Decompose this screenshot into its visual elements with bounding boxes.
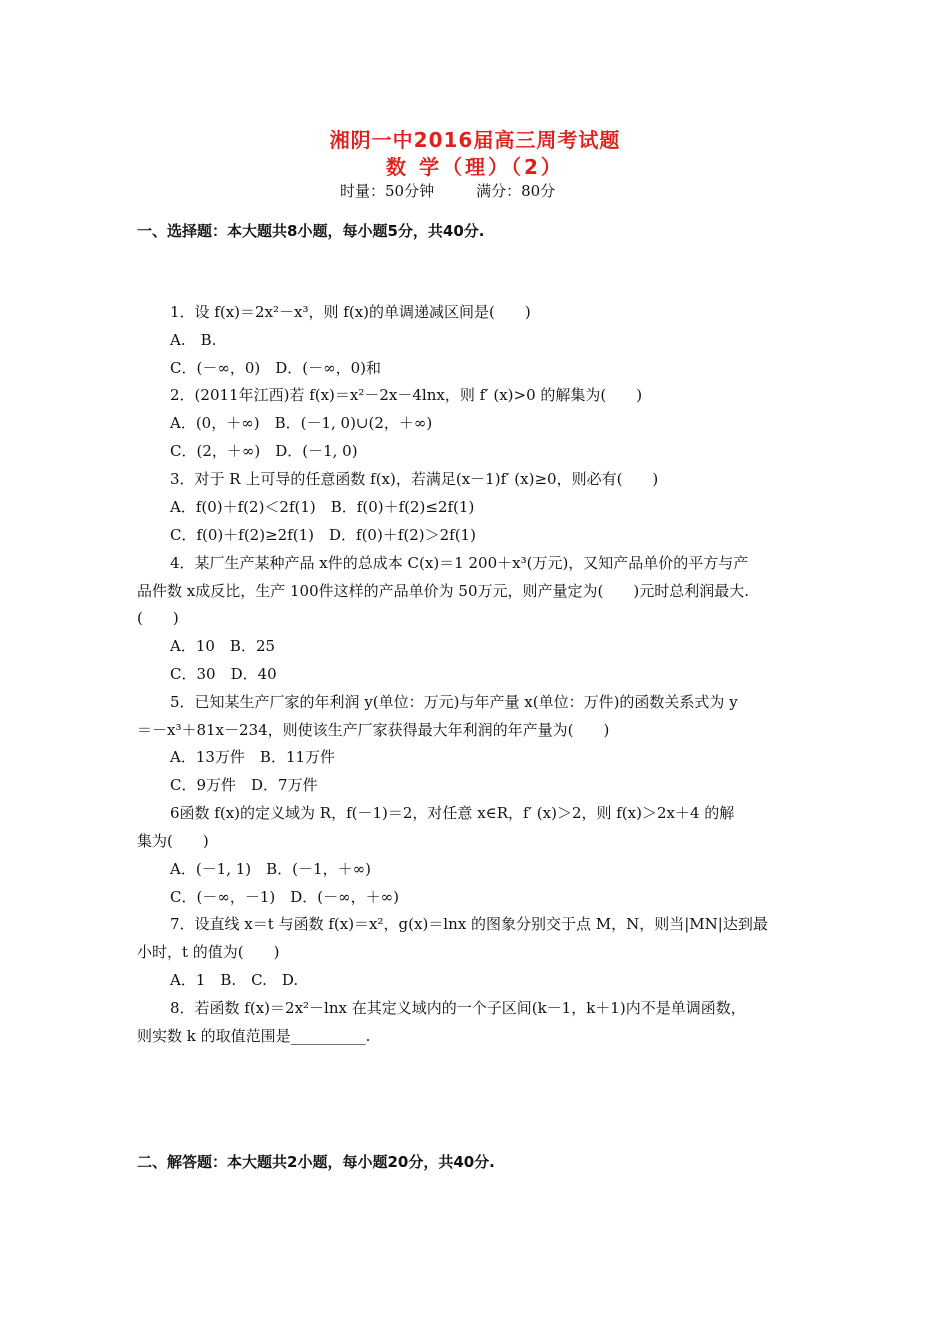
question-8-line-1: 8．若函数 f(x)＝2x²－lnx 在其定义域内的一个子区间(k－1，k＋1)内不是单调函数， — [170, 999, 746, 1017]
question-4-line-1: 4．某厂生产某种产品 x件的总成本 C(x)＝1 200＋x³(万元)，又知产品单价的平方与产 — [170, 554, 749, 572]
question-4-line-3: ( ) — [137, 609, 179, 627]
section-heading-choice: 一、选择题：本大题共8小题，每小题5分，共40分. — [137, 222, 485, 240]
question-4-options-ab: A．10 B．25 — [170, 637, 276, 655]
question-6-options-ab: A．(－1, 1) B．(－1，＋∞) — [170, 860, 371, 878]
question-5-line-2: ＝－x³＋81x－234，则使该生产厂家获得最大年利润的年产量为( ) — [137, 721, 610, 739]
full-score: 满分：80分 — [476, 182, 556, 200]
question-7-line-2: 小时，t 的值为( ) — [137, 943, 280, 961]
question-4-line-2: 品件数 x成反比，生产 100件这样的产品单价为 50万元，则产量定为( )元时总利润最大. — [137, 582, 749, 600]
question-8-line-2: 则实数 k 的取值范围是__________. — [137, 1027, 371, 1045]
question-1: 1．设 f(x)＝2x²－x³，则 f(x)的单调递减区间是( ) — [170, 303, 531, 321]
question-2: 2．(2011年江西)若 f(x)＝x²－2x－4lnx，则 f′ (x)>0 的解集为( ) — [170, 386, 643, 404]
question-3-options-cd: C．f(0)＋f(2)≥2f(1) D．f(0)＋f(2)＞2f(1) — [170, 526, 476, 544]
question-5-options-ab: A．13万件 B．11万件 — [170, 748, 336, 766]
question-3-options-ab: A．f(0)＋f(2)＜2f(1) B．f(0)＋f(2)≤2f(1) — [170, 498, 475, 516]
time-limit: 时量：50分钟 — [340, 182, 435, 200]
section-heading-answer: 二、解答题：本大题共2小题，每小题20分，共40分. — [137, 1153, 495, 1171]
question-6-line-1: 6函数 f(x)的定义域为 R，f(－1)＝2，对任意 x∈R，f′ (x)＞2，则 f(x)＞2x＋4 的解 — [170, 804, 735, 822]
question-5-line-1: 5．已知某生产厂家的年利润 y(单位：万元)与年产量 x(单位：万件)的函数关系式为 y — [170, 693, 738, 711]
question-1-options-ab: A. B. — [170, 331, 217, 349]
question-6-options-cd: C．(－∞，－1) D．(－∞，＋∞) — [170, 888, 399, 906]
question-2-options-ab: A．(0，＋∞) B．(－1, 0)∪(2，＋∞) — [170, 414, 433, 432]
question-2-options-cd: C．(2，＋∞) D．(－1, 0) — [170, 442, 358, 460]
question-3: 3．对于 R 上可导的任意函数 f(x)，若满足(x－1)f′ (x)≥0，则必有( ) — [170, 470, 659, 488]
exam-subtitle: 数 学（理）（2） — [386, 155, 564, 179]
question-5-options-cd: C．9万件 D．7万件 — [170, 776, 318, 794]
question-4-options-cd: C．30 D．40 — [170, 665, 277, 683]
exam-meta — [340, 180, 555, 201]
question-6-line-2: 集为( ) — [137, 832, 209, 850]
question-1-options-cd: C．(－∞，0) D．(－∞，0)和 — [170, 359, 381, 377]
exam-title: 湘阴一中2016届高三周考试题 — [329, 128, 621, 152]
question-7-options: A．1 B. C. D. — [170, 971, 299, 989]
question-7-line-1: 7．设直线 x＝t 与函数 f(x)＝x²，g(x)＝lnx 的图象分别交于点 M，N，则当|MN|达到最 — [170, 915, 768, 933]
